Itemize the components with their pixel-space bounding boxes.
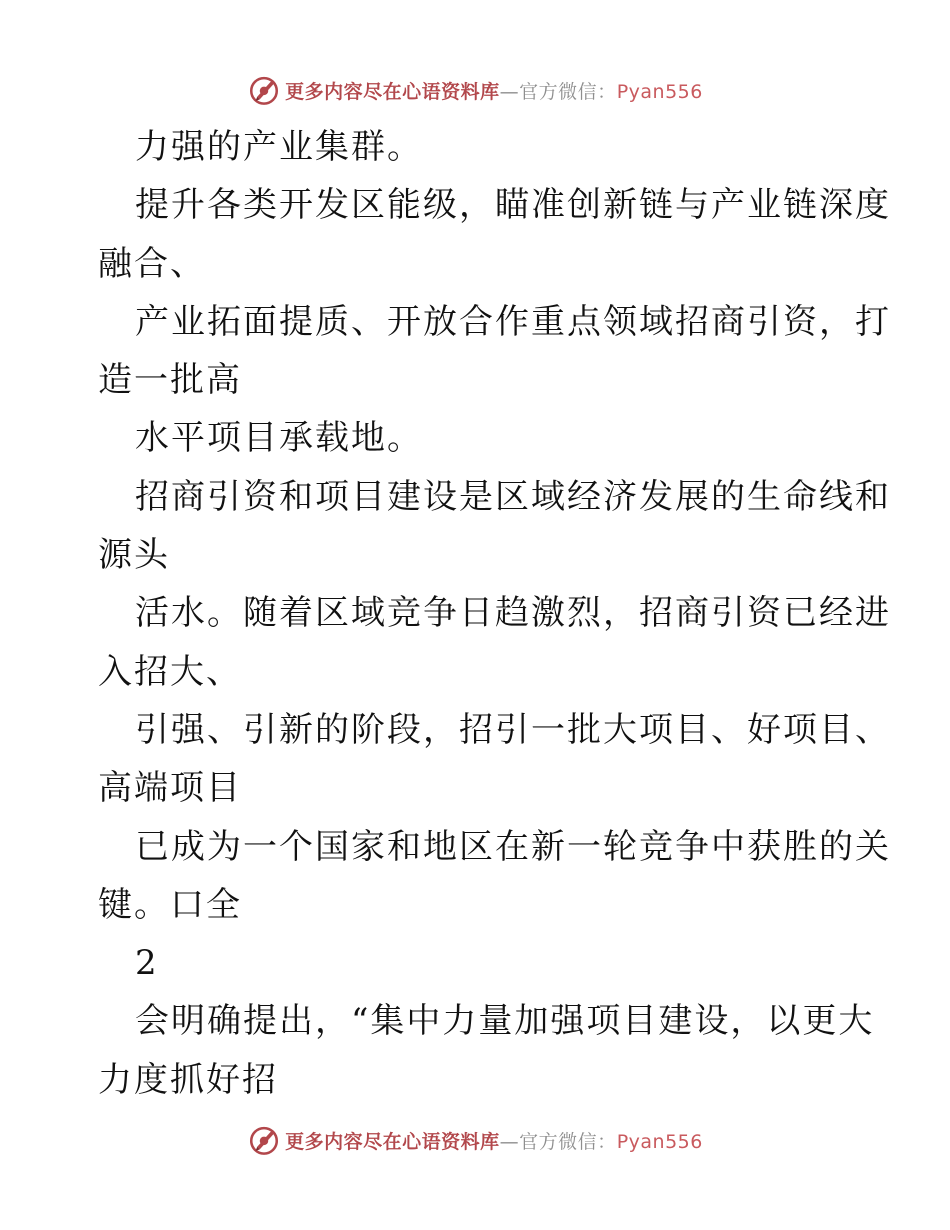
text-line: 力强的产业集群。	[135, 127, 423, 167]
document-body	[98, 118, 891, 1109]
text-line: 引强、引新的阶段，招引一批大项目、好项目、	[135, 709, 891, 750]
banner-library-text: 更多内容尽在心语资料库	[285, 1130, 500, 1153]
banner-official-text: —官方微信：	[499, 1130, 617, 1153]
text-line: 活水。随着区域竞争日趋激烈，招商引资已经进	[135, 593, 891, 634]
text-line: 键。口全	[98, 884, 242, 925]
text-line: 已成为一个国家和地区在新一轮竞争中获胜的关	[135, 826, 891, 867]
banner-library-text: 更多内容尽在心语资料库	[285, 80, 500, 103]
text-line: 高端项目	[98, 768, 242, 809]
text-line: 力度抓好招	[98, 1059, 278, 1100]
text-line: 产业拓面提质、开放合作重点领域招商引资，打	[135, 301, 891, 342]
text-line: 提升各类开发区能级，瞄准创新链与产业链深度	[135, 185, 891, 226]
text-line: 会明确提出，“集中力量加强项目建设，以更大	[135, 1001, 875, 1042]
quill-pen-seal-icon	[247, 1123, 281, 1157]
header-banner	[0, 70, 950, 110]
banner-wechat-id: Pyan556	[616, 80, 703, 103]
banner-text	[285, 1127, 703, 1154]
text-line: 源头	[98, 535, 170, 576]
text-line: 水平项目承载地。	[135, 418, 423, 459]
banner-official-text: —官方微信：	[499, 80, 617, 103]
quill-pen-seal-icon	[247, 73, 281, 107]
text-line: 入招大、	[98, 651, 242, 692]
banner-text	[285, 77, 703, 104]
text-line: 招商引资和项目建设是区域经济发展的生命线和	[135, 476, 891, 517]
text-line: 造一批高	[98, 360, 242, 401]
page-number-line: 2	[135, 943, 159, 984]
footer-banner	[0, 1120, 950, 1160]
text-line: 融合、	[98, 243, 206, 284]
banner-wechat-id: Pyan556	[616, 1130, 703, 1153]
